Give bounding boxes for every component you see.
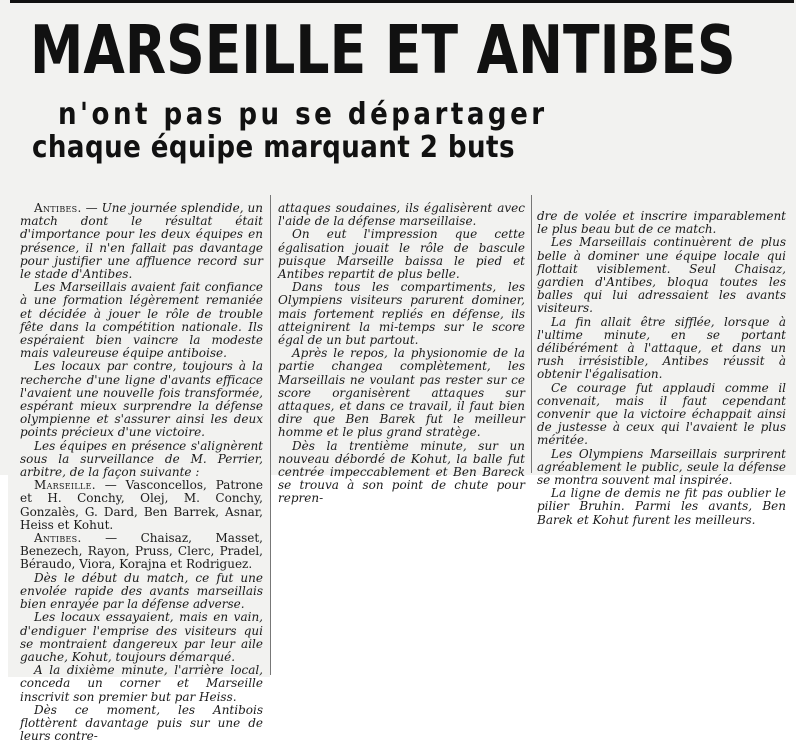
- team-name: Antibes.: [34, 531, 82, 546]
- subheadline-line-2: chaque équipe marquant 2 buts: [32, 130, 515, 165]
- paragraph: Dès ce moment, les Antibois flottèrent davantage puis sur une de leurs contre-: [20, 702, 263, 743]
- article-column-3: [537, 210, 786, 527]
- subheadline-line-1: n'ont pas pu se départager: [58, 97, 548, 132]
- paragraph: Ce courage fut applaudi comme il convenait, mais il faut cependant convenir que la victoire échappait ainsi de justesse à ceux qui l'avaient le plus méritée.: [537, 380, 786, 448]
- paragraph: La ligne de demis ne fit pas oublier le pilier Bruhin. Parmi les avants, Ben Barek et Kohut furent les meilleurs.: [537, 486, 786, 527]
- paragraph: Après le repos, la physionomie de la partie changea complètement, les Marseillais ne voulant pas rester sur ce score organisèrent attaques sur attaques, et dans ce travail, il faut bien dire que Ben Barek fut le meilleur homme et le plus grand stratège.: [278, 346, 525, 440]
- paragraph: A la dixième minute, l'arrière local, conceda un corner et Marseille inscrivit son premier but par Heiss.: [20, 663, 263, 704]
- paragraph: Dès la trentième minute, sur un nouveau débordé de Kohut, la balle fut centrée impeccablement et Ben Bareck se trouva à son point de chute pour repren-: [278, 438, 525, 506]
- article-column-2: [278, 202, 525, 506]
- paragraph: Les Olympiens Marseillais surprirent agréablement le public, seule la défense se montra souvent mal inspirée.: [537, 446, 786, 488]
- paragraph: attaques soudaines, ils égalisèrent avec l'aide de la défense marseillaise.: [278, 201, 525, 229]
- paragraph: Les Marseillais continuèrent de plus belle à dominer une équipe locale qui flottait visiblement. Seul Chaisaz, gardien d'Antibes, bloqua toutes les balles qui lui adressaient les avants visiteurs.: [537, 235, 786, 316]
- column-separator-1: [270, 195, 271, 675]
- paragraph: Les locaux essayaient, mais en vain, d'endiguer l'emprise des visiteurs qui se montraient dangereux par leur aile gauche, Kohut, toujours démarqué.: [20, 610, 263, 664]
- paragraph: Les locaux par contre, toujours à la recherche d'une ligne d'avants efficace l'avaient une nouvelle fois transformée, espérant mieux surprendre la défense olympienne et s'assurer ainsi les deux points précieux d'une victoire.: [20, 359, 263, 440]
- paragraph: Antibes. — Une journée splendide, un match dont le résultat était d'importance pour les deux équipes en présence, il n'en fallait pas davantage pour justifier une affluence record sur le stade d'Antibes.: [20, 201, 263, 282]
- column-separator-2: [531, 195, 532, 473]
- team-name: Marseille.: [34, 478, 96, 493]
- paragraph: dre de volée et inscrire imparablement le plus beau but de ce match.: [537, 209, 786, 237]
- paragraph: Dans tous les compartiments, les Olympiens visiteurs parurent dominer, mais fortement repliés en défense, ils atteignirent la mi-temps sur le score égal de un but partout.: [278, 280, 525, 348]
- dateline: Antibes.: [34, 201, 82, 215]
- paragraph: On eut l'impression que cette égalisation jouait le rôle de bascule puisque Marseille baissa le pied et Antibes repartit de plus belle.: [278, 227, 525, 282]
- team-lineup-antibes: Antibes. — Chaisaz, Masset, Benezech, Rayon, Pruss, Clerc, Pradel, Béraudo, Viora, Korajna et Rodriguez.: [20, 531, 263, 572]
- paragraph: Les Marseillais avaient fait confiance à une formation légèrement remaniée et décidée à jouer le rôle de trouble fête dans la compétition nationale. Ils espéraient bien vaincre la modeste mais valeureuse équipe antiboise.: [20, 280, 263, 361]
- paragraph: Les équipes en présence s'alignèrent sous la surveillance de M. Perrier, arbitre, de la façon suivante :: [20, 438, 263, 480]
- top-rule: [10, 0, 794, 3]
- article-column-1: [20, 202, 263, 743]
- paragraph: La fin allait être sifflée, lorsque à l'ultime minute, en se portant délibérément à l'attaque, et dans un rush irrésistible, Antibes réussit à obtenir l'égalisation.: [537, 314, 786, 382]
- paragraph: Dès le début du match, ce fut une envolée rapide des avants marseillais bien enrayée par la défense adverse.: [20, 570, 263, 612]
- team-lineup-marseille: Marseille. — Vasconcellos, Patrone et H. Conchy, Olej, M. Conchy, Gonzalès, G. Dard, Ben Barrek, Asnar, Heiss et Kohut.: [20, 478, 263, 532]
- headline: MARSEILLE ET ANTIBES: [30, 11, 736, 89]
